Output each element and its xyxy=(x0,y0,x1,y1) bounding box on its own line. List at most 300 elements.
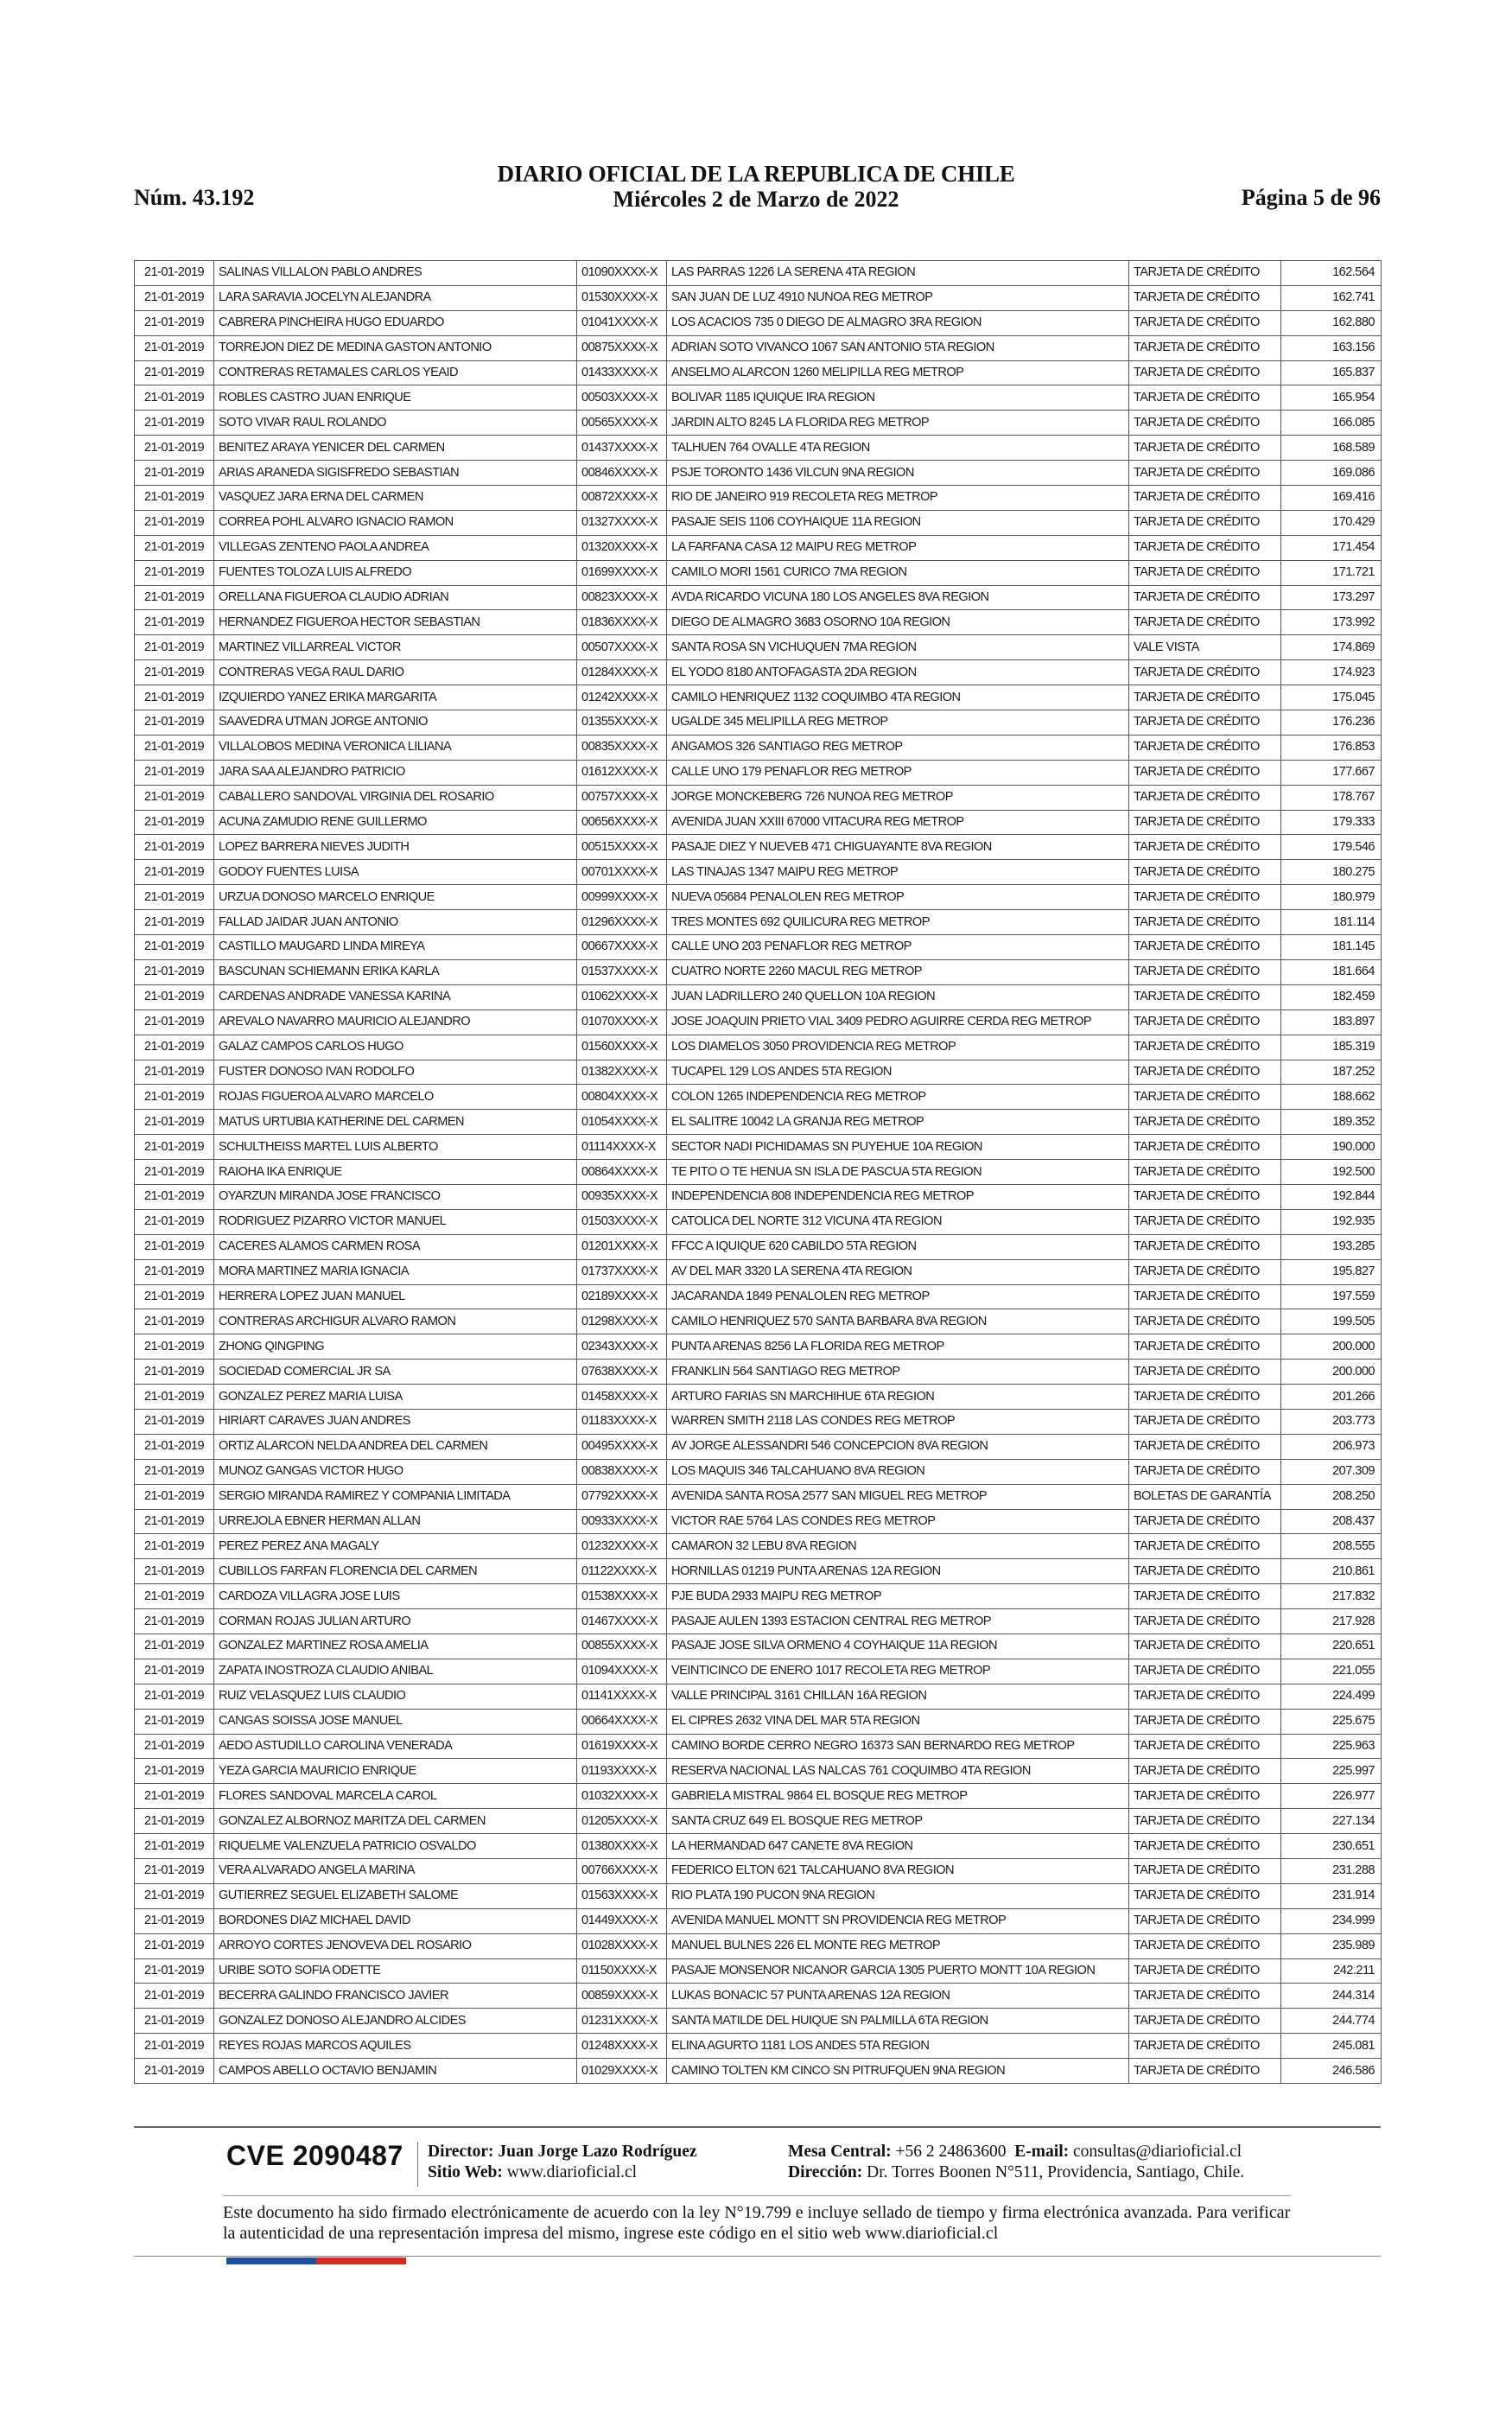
address-cell: CAMARON 32 LEBU 8VA REGION xyxy=(667,1534,1129,1559)
table-row xyxy=(135,1709,1382,1734)
instrument-cell: TARJETA DE CRÉDITO xyxy=(1129,1584,1281,1609)
rut-cell: 00933XXXX-X xyxy=(577,1509,667,1534)
instrument-cell: TARJETA DE CRÉDITO xyxy=(1129,935,1281,960)
name-cell: ZHONG QINGPING xyxy=(214,1334,577,1360)
date-cell: 21-01-2019 xyxy=(135,1484,214,1509)
rut-cell: 01737XXXX-X xyxy=(577,1259,667,1284)
rut-cell: 01062XXXX-X xyxy=(577,984,667,1009)
table-row xyxy=(135,2009,1382,2034)
address-cell: EL YODO 8180 ANTOFAGASTA 2DA REGION xyxy=(667,660,1129,685)
amount-cell: 180.979 xyxy=(1281,885,1382,910)
amount-cell: 182.459 xyxy=(1281,984,1382,1009)
address-cell: SAN JUAN DE LUZ 4910 NUNOA REG METROP xyxy=(667,285,1129,310)
date-cell: 21-01-2019 xyxy=(135,959,214,984)
instrument-cell: TARJETA DE CRÉDITO xyxy=(1129,1459,1281,1484)
address-cell: PASAJE SEIS 1106 COYHAIQUE 11A REGION xyxy=(667,510,1129,535)
instrument-cell: TARJETA DE CRÉDITO xyxy=(1129,1385,1281,1410)
instrument-cell: TARJETA DE CRÉDITO xyxy=(1129,2009,1281,2034)
rut-cell: 01242XXXX-X xyxy=(577,685,667,710)
amount-cell: 193.285 xyxy=(1281,1234,1382,1259)
date-cell: 21-01-2019 xyxy=(135,510,214,535)
table-row xyxy=(135,2034,1382,2059)
instrument-cell: TARJETA DE CRÉDITO xyxy=(1129,535,1281,560)
date-cell: 21-01-2019 xyxy=(135,1559,214,1584)
rut-cell: 01560XXXX-X xyxy=(577,1035,667,1060)
address-cell: TUCAPEL 129 LOS ANDES 5TA REGION xyxy=(667,1060,1129,1085)
instrument-cell: TARJETA DE CRÉDITO xyxy=(1129,1110,1281,1135)
instrument-cell: TARJETA DE CRÉDITO xyxy=(1129,1709,1281,1734)
rut-cell: 01193XXXX-X xyxy=(577,1759,667,1784)
page-number: Página 5 de 96 xyxy=(1241,185,1381,210)
rut-cell: 00503XXXX-X xyxy=(577,385,667,411)
name-cell: CABALLERO SANDOVAL VIRGINIA DEL ROSARIO xyxy=(214,785,577,810)
date-cell: 21-01-2019 xyxy=(135,1584,214,1609)
rut-cell: 01327XXXX-X xyxy=(577,510,667,535)
address-cell: ANSELMO ALARCON 1260 MELIPILLA REG METROP xyxy=(667,360,1129,385)
instrument-cell: TARJETA DE CRÉDITO xyxy=(1129,810,1281,835)
name-cell: CORREA POHL ALVARO IGNACIO RAMON xyxy=(214,510,577,535)
table-row xyxy=(135,1110,1382,1135)
instrument-cell: TARJETA DE CRÉDITO xyxy=(1129,785,1281,810)
table-row xyxy=(135,1459,1382,1484)
amount-cell: 192.844 xyxy=(1281,1184,1382,1209)
legal-notice: Este documento ha sido firmado electrónicamente de acuerdo con la ley N°19.799 e incluye sellado de tiempo y firma electrónica avanzada. Para verificar la autenticidad de una representación impresa del mismo, ingrese este código en el sitio web www.diarioficial.cl xyxy=(223,2203,1291,2243)
amount-cell: 179.546 xyxy=(1281,835,1382,860)
rut-cell: 01205XXXX-X xyxy=(577,1809,667,1834)
table-row xyxy=(135,1284,1382,1309)
address-cell: AVENIDA MANUEL MONTT SN PROVIDENCIA REG METROP xyxy=(667,1908,1129,1933)
amount-cell: 244.314 xyxy=(1281,1984,1382,2009)
rut-cell: 00507XXXX-X xyxy=(577,635,667,660)
table-row xyxy=(135,335,1382,360)
amount-cell: 217.832 xyxy=(1281,1584,1382,1609)
email-link[interactable]: consultas@diarioficial.cl xyxy=(1073,2143,1242,2161)
name-cell: BORDONES DIAZ MICHAEL DAVID xyxy=(214,1908,577,1933)
name-cell: RAIOHA IKA ENRIQUE xyxy=(214,1160,577,1185)
instrument-cell: TARJETA DE CRÉDITO xyxy=(1129,1284,1281,1309)
date-cell: 21-01-2019 xyxy=(135,1135,214,1160)
instrument-cell: TARJETA DE CRÉDITO xyxy=(1129,1085,1281,1110)
rut-cell: 01612XXXX-X xyxy=(577,760,667,785)
name-cell: HIRIART CARAVES JUAN ANDRES xyxy=(214,1409,577,1434)
name-cell: CONTRERAS VEGA RAUL DARIO xyxy=(214,660,577,685)
address-cell: CAMILO HENRIQUEZ 570 SANTA BARBARA 8VA REGION xyxy=(667,1309,1129,1334)
date-cell: 21-01-2019 xyxy=(135,660,214,685)
name-cell: HERRERA LOPEZ JUAN MANUEL xyxy=(214,1284,577,1309)
date-cell: 21-01-2019 xyxy=(135,810,214,835)
amount-cell: 197.559 xyxy=(1281,1284,1382,1309)
name-cell: SOTO VIVAR RAUL ROLANDO xyxy=(214,411,577,436)
web-link[interactable]: www.diarioficial.cl xyxy=(506,2163,638,2181)
date-cell: 21-01-2019 xyxy=(135,1684,214,1709)
table-row xyxy=(135,461,1382,486)
instrument-cell: TARJETA DE CRÉDITO xyxy=(1129,1060,1281,1085)
amount-cell: 246.586 xyxy=(1281,2059,1382,2084)
date-cell: 21-01-2019 xyxy=(135,2059,214,2084)
legal-divider xyxy=(223,2195,1291,2196)
instrument-cell: BOLETAS DE GARANTÍA xyxy=(1129,1484,1281,1509)
instrument-cell: TARJETA DE CRÉDITO xyxy=(1129,610,1281,635)
address-cell: LOS DIAMELOS 3050 PROVIDENCIA REG METROP xyxy=(667,1035,1129,1060)
name-cell: ACUNA ZAMUDIO RENE GUILLERMO xyxy=(214,810,577,835)
address-cell: SANTA ROSA SN VICHUQUEN 7MA REGION xyxy=(667,635,1129,660)
instrument-cell: TARJETA DE CRÉDITO xyxy=(1129,1933,1281,1958)
date-cell: 21-01-2019 xyxy=(135,1609,214,1634)
address-cell: LUKAS BONACIC 57 PUNTA ARENAS 12A REGION xyxy=(667,1984,1129,2009)
records-table-wrapper xyxy=(134,260,1381,2084)
date-cell: 21-01-2019 xyxy=(135,860,214,885)
instrument-cell: TARJETA DE CRÉDITO xyxy=(1129,660,1281,685)
instrument-cell: TARJETA DE CRÉDITO xyxy=(1129,1834,1281,1859)
date-cell: 21-01-2019 xyxy=(135,1659,214,1684)
date-cell: 21-01-2019 xyxy=(135,710,214,736)
rut-cell: 01538XXXX-X xyxy=(577,1584,667,1609)
table-row xyxy=(135,710,1382,736)
amount-cell: 208.555 xyxy=(1281,1534,1382,1559)
date-cell: 21-01-2019 xyxy=(135,1259,214,1284)
instrument-cell: TARJETA DE CRÉDITO xyxy=(1129,1559,1281,1584)
date-cell: 21-01-2019 xyxy=(135,984,214,1009)
date-cell: 21-01-2019 xyxy=(135,261,214,286)
amount-cell: 166.085 xyxy=(1281,411,1382,436)
name-cell: AEDO ASTUDILLO CAROLINA VENERADA xyxy=(214,1734,577,1759)
name-cell: URZUA DONOSO MARCELO ENRIQUE xyxy=(214,885,577,910)
name-cell: ARROYO CORTES JENOVEVA DEL ROSARIO xyxy=(214,1933,577,1958)
amount-cell: 199.505 xyxy=(1281,1309,1382,1334)
table-row xyxy=(135,935,1382,960)
address-cell: UGALDE 345 MELIPILLA REG METROP xyxy=(667,710,1129,736)
name-cell: SERGIO MIRANDA RAMIREZ Y COMPANIA LIMITADA xyxy=(214,1484,577,1509)
rut-cell: 00701XXXX-X xyxy=(577,860,667,885)
table-row xyxy=(135,2059,1382,2084)
amount-cell: 174.869 xyxy=(1281,635,1382,660)
name-cell: OYARZUN MIRANDA JOSE FRANCISCO xyxy=(214,1184,577,1209)
bottom-divider xyxy=(134,2256,1381,2257)
name-cell: CABRERA PINCHEIRA HUGO EDUARDO xyxy=(214,310,577,335)
date-cell: 21-01-2019 xyxy=(135,735,214,760)
address-cell: FFCC A IQUIQUE 620 CABILDO 5TA REGION xyxy=(667,1234,1129,1259)
amount-cell: 234.999 xyxy=(1281,1908,1382,1933)
date-cell: 21-01-2019 xyxy=(135,1060,214,1085)
masthead-date: Miércoles 2 de Marzo de 2022 xyxy=(613,187,899,212)
date-cell: 21-01-2019 xyxy=(135,1360,214,1385)
rut-cell: 01537XXXX-X xyxy=(577,959,667,984)
amount-cell: 225.963 xyxy=(1281,1734,1382,1759)
name-cell: ZAPATA INOSTROZA CLAUDIO ANIBAL xyxy=(214,1659,577,1684)
date-cell: 21-01-2019 xyxy=(135,285,214,310)
amount-cell: 230.651 xyxy=(1281,1834,1382,1859)
rut-cell: 00804XXXX-X xyxy=(577,1085,667,1110)
rut-cell: 01041XXXX-X xyxy=(577,310,667,335)
address-cell: CALLE UNO 179 PENAFLOR REG METROP xyxy=(667,760,1129,785)
name-cell: CONTRERAS ARCHIGUR ALVARO RAMON xyxy=(214,1309,577,1334)
address-cell: VICTOR RAE 5764 LAS CONDES REG METROP xyxy=(667,1509,1129,1534)
amount-cell: 192.500 xyxy=(1281,1160,1382,1185)
rut-cell: 01503XXXX-X xyxy=(577,1209,667,1234)
address-cell: MANUEL BULNES 226 EL MONTE REG METROP xyxy=(667,1933,1129,1958)
instrument-cell: TARJETA DE CRÉDITO xyxy=(1129,1259,1281,1284)
date-cell: 21-01-2019 xyxy=(135,1110,214,1135)
table-row xyxy=(135,1933,1382,1958)
instrument-cell: TARJETA DE CRÉDITO xyxy=(1129,1684,1281,1709)
name-cell: HERNANDEZ FIGUEROA HECTOR SEBASTIAN xyxy=(214,610,577,635)
address-cell: VEINTICINCO DE ENERO 1017 RECOLETA REG METROP xyxy=(667,1659,1129,1684)
name-cell: JARA SAA ALEJANDRO PATRICIO xyxy=(214,760,577,785)
address-cell: JACARANDA 1849 PENALOLEN REG METROP xyxy=(667,1284,1129,1309)
address-cell: ELINA AGURTO 1181 LOS ANDES 5TA REGION xyxy=(667,2034,1129,2059)
table-row xyxy=(135,285,1382,310)
address-cell: NUEVA 05684 PENALOLEN REG METROP xyxy=(667,885,1129,910)
name-cell: VASQUEZ JARA ERNA DEL CARMEN xyxy=(214,486,577,511)
director-name: Juan Jorge Lazo Rodríguez xyxy=(498,2143,697,2161)
address-cell: EL CIPRES 2632 VINA DEL MAR 5TA REGION xyxy=(667,1709,1129,1734)
amount-cell: 242.211 xyxy=(1281,1958,1382,1984)
name-cell: MATUS URTUBIA KATHERINE DEL CARMEN xyxy=(214,1110,577,1135)
date-cell: 21-01-2019 xyxy=(135,2034,214,2059)
rut-cell: 01284XXXX-X xyxy=(577,660,667,685)
name-cell: MUNOZ GANGAS VICTOR HUGO xyxy=(214,1459,577,1484)
name-cell: CARDOZA VILLAGRA JOSE LUIS xyxy=(214,1584,577,1609)
name-cell: CORMAN ROJAS JULIAN ARTURO xyxy=(214,1609,577,1634)
name-cell: FALLAD JAIDAR JUAN ANTONIO xyxy=(214,910,577,935)
amount-cell: 168.589 xyxy=(1281,436,1382,461)
issue-number: Núm. 43.192 xyxy=(134,185,255,210)
date-cell: 21-01-2019 xyxy=(135,1734,214,1759)
amount-cell: 208.250 xyxy=(1281,1484,1382,1509)
email-label: E-mail: xyxy=(1014,2143,1070,2161)
rut-cell: 00838XXXX-X xyxy=(577,1459,667,1484)
table-row xyxy=(135,1309,1382,1334)
address-cell: PASAJE AULEN 1393 ESTACION CENTRAL REG METROP xyxy=(667,1609,1129,1634)
amount-cell: 192.935 xyxy=(1281,1209,1382,1234)
table-row xyxy=(135,810,1382,835)
address-cell: RIO DE JANEIRO 919 RECOLETA REG METROP xyxy=(667,486,1129,511)
masthead-title: DIARIO OFICIAL DE LA REPUBLICA DE CHILE xyxy=(497,161,1015,187)
table-row xyxy=(135,1834,1382,1859)
name-cell: GONZALEZ DONOSO ALEJANDRO ALCIDES xyxy=(214,2009,577,2034)
address-cell: LAS TINAJAS 1347 MAIPU REG METROP xyxy=(667,860,1129,885)
name-cell: VILLALOBOS MEDINA VERONICA LILIANA xyxy=(214,735,577,760)
name-cell: ORELLANA FIGUEROA CLAUDIO ADRIAN xyxy=(214,585,577,610)
address-cell: LA HERMANDAD 647 CANETE 8VA REGION xyxy=(667,1834,1129,1859)
table-row xyxy=(135,1609,1382,1634)
address-cell: FEDERICO ELTON 621 TALCAHUANO 8VA REGION xyxy=(667,1859,1129,1884)
instrument-cell: TARJETA DE CRÉDITO xyxy=(1129,585,1281,610)
amount-cell: 165.837 xyxy=(1281,360,1382,385)
table-row xyxy=(135,1484,1382,1509)
date-cell: 21-01-2019 xyxy=(135,2009,214,2034)
amount-cell: 245.081 xyxy=(1281,2034,1382,2059)
address-cell: JOSE JOAQUIN PRIETO VIAL 3409 PEDRO AGUIRRE CERDA REG METROP xyxy=(667,1009,1129,1035)
rut-cell: 00757XXXX-X xyxy=(577,785,667,810)
name-cell: LARA SARAVIA JOCELYN ALEJANDRA xyxy=(214,285,577,310)
rut-cell: 00872XXXX-X xyxy=(577,486,667,511)
table-row xyxy=(135,660,1382,685)
table-row xyxy=(135,785,1382,810)
instrument-cell: TARJETA DE CRÉDITO xyxy=(1129,1809,1281,1834)
amount-cell: 221.055 xyxy=(1281,1659,1382,1684)
table-row xyxy=(135,910,1382,935)
instrument-cell: TARJETA DE CRÉDITO xyxy=(1129,411,1281,436)
name-cell: GUTIERREZ SEGUEL ELIZABETH SALOME xyxy=(214,1883,577,1908)
rut-cell: 01380XXXX-X xyxy=(577,1834,667,1859)
amount-cell: 178.767 xyxy=(1281,785,1382,810)
instrument-cell: TARJETA DE CRÉDITO xyxy=(1129,2059,1281,2084)
instrument-cell: TARJETA DE CRÉDITO xyxy=(1129,2034,1281,2059)
address-cell: EL SALITRE 10042 LA GRANJA REG METROP xyxy=(667,1110,1129,1135)
date-cell: 21-01-2019 xyxy=(135,1309,214,1334)
instrument-cell: TARJETA DE CRÉDITO xyxy=(1129,1309,1281,1334)
instrument-cell: TARJETA DE CRÉDITO xyxy=(1129,261,1281,286)
footer-director-block xyxy=(428,2142,697,2183)
rut-cell: 00766XXXX-X xyxy=(577,1859,667,1884)
instrument-cell: TARJETA DE CRÉDITO xyxy=(1129,1409,1281,1434)
rut-cell: 02189XXXX-X xyxy=(577,1284,667,1309)
amount-cell: 226.977 xyxy=(1281,1784,1382,1809)
table-row xyxy=(135,1385,1382,1410)
records-table-body xyxy=(135,261,1382,2084)
name-cell: CAMPOS ABELLO OCTAVIO BENJAMIN xyxy=(214,2059,577,2084)
instrument-cell: TARJETA DE CRÉDITO xyxy=(1129,360,1281,385)
table-row xyxy=(135,959,1382,984)
instrument-cell: TARJETA DE CRÉDITO xyxy=(1129,1609,1281,1634)
table-row xyxy=(135,635,1382,660)
name-cell: RIQUELME VALENZUELA PATRICIO OSVALDO xyxy=(214,1834,577,1859)
address-cell: HORNILLAS 01219 PUNTA ARENAS 12A REGION xyxy=(667,1559,1129,1584)
amount-cell: 244.774 xyxy=(1281,2009,1382,2034)
table-row xyxy=(135,560,1382,585)
table-row xyxy=(135,1434,1382,1459)
rut-cell: 07792XXXX-X xyxy=(577,1484,667,1509)
mesa-phone: +56 2 24863600 xyxy=(895,2143,1007,2161)
rut-cell: 01320XXXX-X xyxy=(577,535,667,560)
rut-cell: 01150XXXX-X xyxy=(577,1958,667,1984)
instrument-cell: TARJETA DE CRÉDITO xyxy=(1129,1534,1281,1559)
table-row xyxy=(135,1784,1382,1809)
date-cell: 21-01-2019 xyxy=(135,935,214,960)
rut-cell: 01382XXXX-X xyxy=(577,1060,667,1085)
date-cell: 21-01-2019 xyxy=(135,1035,214,1060)
amount-cell: 231.288 xyxy=(1281,1859,1382,1884)
address-cell: INDEPENDENCIA 808 INDEPENDENCIA REG METROP xyxy=(667,1184,1129,1209)
table-row xyxy=(135,1534,1382,1559)
instrument-cell: TARJETA DE CRÉDITO xyxy=(1129,461,1281,486)
date-cell: 21-01-2019 xyxy=(135,1883,214,1908)
address-cell: TE PITO O TE HENUA SN ISLA DE PASCUA 5TA REGION xyxy=(667,1160,1129,1185)
rut-cell: 01530XXXX-X xyxy=(577,285,667,310)
table-row xyxy=(135,1334,1382,1360)
flag-stripe xyxy=(226,2258,406,2264)
table-row xyxy=(135,1234,1382,1259)
table-row xyxy=(135,1035,1382,1060)
amount-cell: 207.309 xyxy=(1281,1459,1382,1484)
date-cell: 21-01-2019 xyxy=(135,1209,214,1234)
rut-cell: 01029XXXX-X xyxy=(577,2059,667,2084)
amount-cell: 203.773 xyxy=(1281,1409,1382,1434)
table-row xyxy=(135,1584,1382,1609)
name-cell: CARDENAS ANDRADE VANESSA KARINA xyxy=(214,984,577,1009)
name-cell: ROBLES CASTRO JUAN ENRIQUE xyxy=(214,385,577,411)
name-cell: URREJOLA EBNER HERMAN ALLAN xyxy=(214,1509,577,1534)
name-cell: GONZALEZ MARTINEZ ROSA AMELIA xyxy=(214,1634,577,1659)
date-cell: 21-01-2019 xyxy=(135,760,214,785)
rut-cell: 01437XXXX-X xyxy=(577,436,667,461)
amount-cell: 220.651 xyxy=(1281,1634,1382,1659)
amount-cell: 224.499 xyxy=(1281,1684,1382,1709)
name-cell: CONTRERAS RETAMALES CARLOS YEAID xyxy=(214,360,577,385)
rut-cell: 01563XXXX-X xyxy=(577,1883,667,1908)
table-row xyxy=(135,835,1382,860)
name-cell: MORA MARTINEZ MARIA IGNACIA xyxy=(214,1259,577,1284)
address-cell: SECTOR NADI PICHIDAMAS SN PUYEHUE 10A REGION xyxy=(667,1135,1129,1160)
rut-cell: 01458XXXX-X xyxy=(577,1385,667,1410)
name-cell: FLORES SANDOVAL MARCELA CAROL xyxy=(214,1784,577,1809)
rut-cell: 00846XXXX-X xyxy=(577,461,667,486)
date-cell: 21-01-2019 xyxy=(135,1009,214,1035)
address-cell: TALHUEN 764 OVALLE 4TA REGION xyxy=(667,436,1129,461)
table-row xyxy=(135,984,1382,1009)
date-cell: 21-01-2019 xyxy=(135,1834,214,1859)
address-cell: WARREN SMITH 2118 LAS CONDES REG METROP xyxy=(667,1409,1129,1434)
rut-cell: 07638XXXX-X xyxy=(577,1360,667,1385)
date-cell: 21-01-2019 xyxy=(135,411,214,436)
table-row xyxy=(135,860,1382,885)
amount-cell: 187.252 xyxy=(1281,1060,1382,1085)
amount-cell: 169.416 xyxy=(1281,486,1382,511)
name-cell: AREVALO NAVARRO MAURICIO ALEJANDRO xyxy=(214,1009,577,1035)
instrument-cell: TARJETA DE CRÉDITO xyxy=(1129,1135,1281,1160)
address-cell: LA FARFANA CASA 12 MAIPU REG METROP xyxy=(667,535,1129,560)
instrument-cell: TARJETA DE CRÉDITO xyxy=(1129,1009,1281,1035)
rut-cell: 01449XXXX-X xyxy=(577,1908,667,1933)
address-cell: CAMILO HENRIQUEZ 1132 COQUIMBO 4TA REGION xyxy=(667,685,1129,710)
date-cell: 21-01-2019 xyxy=(135,1334,214,1360)
rut-cell: 01094XXXX-X xyxy=(577,1659,667,1684)
table-row xyxy=(135,436,1382,461)
date-cell: 21-01-2019 xyxy=(135,1284,214,1309)
instrument-cell: TARJETA DE CRÉDITO xyxy=(1129,959,1281,984)
table-row xyxy=(135,585,1382,610)
table-row xyxy=(135,1135,1382,1160)
instrument-cell: TARJETA DE CRÉDITO xyxy=(1129,310,1281,335)
rut-cell: 01183XXXX-X xyxy=(577,1409,667,1434)
date-cell: 21-01-2019 xyxy=(135,1459,214,1484)
rut-cell: 01296XXXX-X xyxy=(577,910,667,935)
date-cell: 21-01-2019 xyxy=(135,1759,214,1784)
rut-cell: 00835XXXX-X xyxy=(577,735,667,760)
name-cell: GALAZ CAMPOS CARLOS HUGO xyxy=(214,1035,577,1060)
rut-cell: 01298XXXX-X xyxy=(577,1309,667,1334)
address-cell: PASAJE JOSE SILVA ORMENO 4 COYHAIQUE 11A REGION xyxy=(667,1634,1129,1659)
table-row xyxy=(135,685,1382,710)
date-cell: 21-01-2019 xyxy=(135,436,214,461)
address-cell: CAMILO MORI 1561 CURICO 7MA REGION xyxy=(667,560,1129,585)
instrument-cell: TARJETA DE CRÉDITO xyxy=(1129,885,1281,910)
address-cell: PSJE TORONTO 1436 VILCUN 9NA REGION xyxy=(667,461,1129,486)
amount-cell: 217.928 xyxy=(1281,1609,1382,1634)
name-cell: YEZA GARCIA MAURICIO ENRIQUE xyxy=(214,1759,577,1784)
name-cell: LOPEZ BARRERA NIEVES JUDITH xyxy=(214,835,577,860)
address-cell: JUAN LADRILLERO 240 QUELLON 10A REGION xyxy=(667,984,1129,1009)
instrument-cell: TARJETA DE CRÉDITO xyxy=(1129,1958,1281,1984)
name-cell: GONZALEZ ALBORNOZ MARITZA DEL CARMEN xyxy=(214,1809,577,1834)
instrument-cell: TARJETA DE CRÉDITO xyxy=(1129,1908,1281,1933)
amount-cell: 171.454 xyxy=(1281,535,1382,560)
name-cell: IZQUIERDO YANEZ ERIKA MARGARITA xyxy=(214,685,577,710)
amount-cell: 162.880 xyxy=(1281,310,1382,335)
footer-divider xyxy=(134,2126,1381,2128)
table-row xyxy=(135,411,1382,436)
